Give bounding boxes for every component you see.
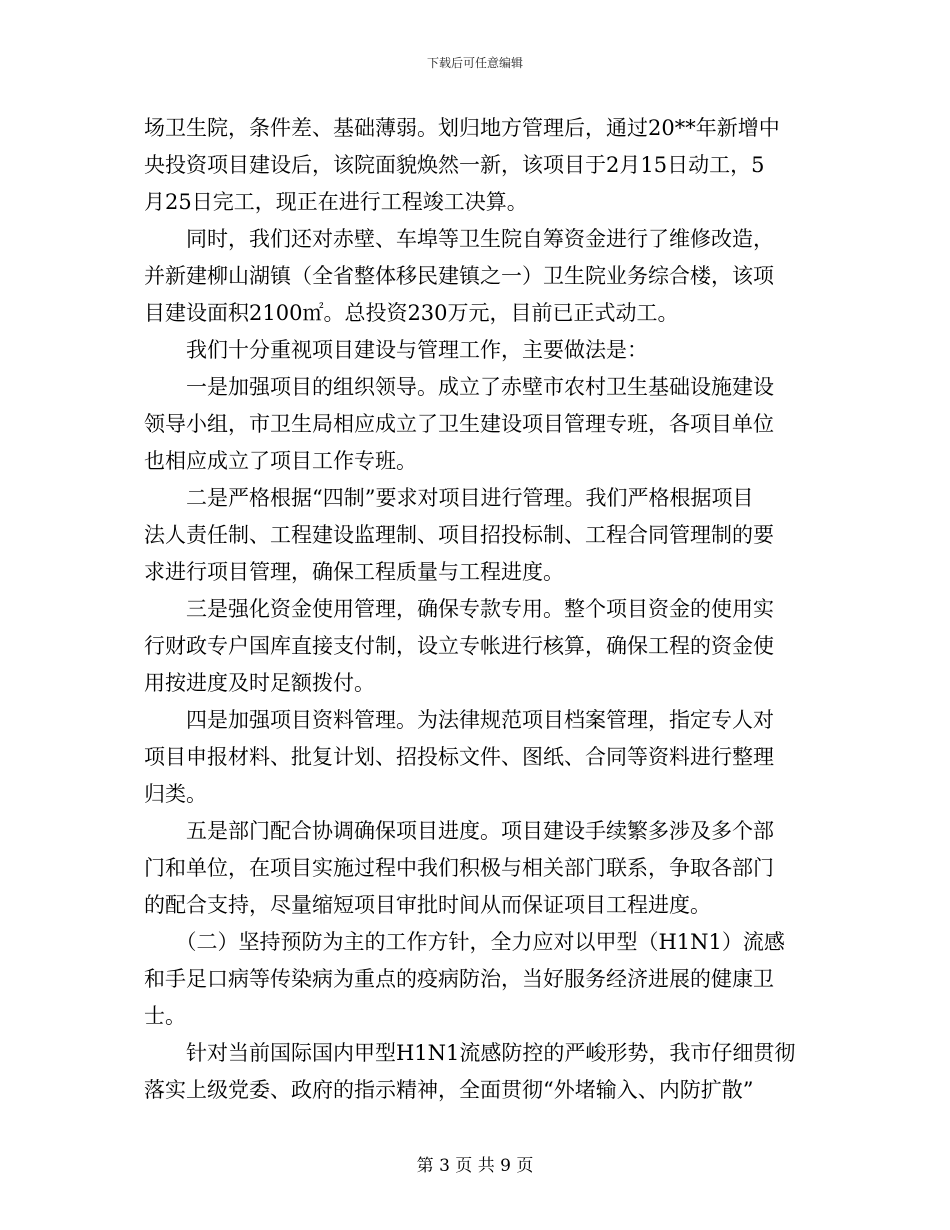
text-line: 三是强化资金使用管理，确保专款专用。整个项目资金的使用实	[144, 597, 774, 621]
text-line: 月25日完工，现正在进行工程竣工决算。	[144, 190, 528, 214]
text-line: 同时，我们还对赤壁、车埠等卫生院自筹资金进行了维修改造，	[144, 227, 774, 251]
text-line: 二是严格根据“四制”要求对项目进行管理。我们严格根据项目	[144, 486, 754, 510]
text-line: 央投资项目建设后，该院面貌焕然一新，该项目于2月15日动工，5	[144, 153, 765, 177]
text-line: 并新建柳山湖镇（全省整体移民建镇之一）卫生院业务综合楼，该项	[144, 264, 774, 288]
text-line: 一是加强项目的组织领导。成立了赤壁市农村卫生基础设施建设	[144, 375, 774, 399]
text-line: 四是加强项目资料管理。为法律规范项目档案管理，指定专人对	[144, 708, 774, 732]
text-line: 和手足口病等传染病为重点的疫病防治，当好服务经济进展的健康卫	[144, 967, 774, 991]
text-line: 我们十分重视项目建设与管理工作，主要做法是：	[144, 338, 648, 362]
text-line: 也相应成立了项目工作专班。	[144, 449, 417, 473]
text-line: （二）坚持预防为主的工作方针，全力应对以甲型（H1N1）流感	[144, 930, 785, 954]
text-line: 目建设面积2100㎡。总投资230万元，目前已正式动工。	[144, 301, 679, 325]
text-line: 士。	[144, 1004, 186, 1028]
text-line: 行财政专户国库直接支付制，设立专帐进行核算，确保工程的资金使	[144, 634, 774, 658]
text-line: 场卫生院，条件差、基础薄弱。划归地方管理后，通过20**年新增中	[144, 116, 780, 140]
text-line: 求进行项目管理，确保工程质量与工程进度。	[144, 560, 564, 584]
text-line: 领导小组，市卫生局相应成立了卫生建设项目管理专班，各项目单位	[144, 412, 774, 436]
text-line: 归类。	[144, 782, 207, 806]
text-line: 门和单位，在项目实施过程中我们积极与相关部门联系，争取各部门	[144, 856, 774, 880]
document-body	[144, 110, 804, 1109]
text-line: 法人责任制、工程建设监理制、项目招投标制、工程合同管理制的要	[144, 523, 774, 547]
text-line: 用按进度及时足额拨付。	[144, 671, 375, 695]
page-header: 下载后可任意编辑	[426, 56, 523, 70]
text-line: 落实上级党委、政府的指示精神，全面贯彻“外堵输入、内防扩散”	[144, 1078, 754, 1102]
page-footer: 第 3 页 共 9 页	[416, 1156, 534, 1176]
text-line: 项目申报材料、批复计划、招投标文件、图纸、合同等资料进行整理	[144, 745, 774, 769]
text-line: 针对当前国际国内甲型H1N1流感防控的严峻形势，我市仔细贯彻	[144, 1041, 796, 1065]
text-line: 五是部门配合协调确保项目进度。项目建设手续繁多涉及多个部	[144, 819, 774, 843]
text-line: 的配合支持，尽量缩短项目审批时间从而保证项目工程进度。	[144, 893, 711, 917]
